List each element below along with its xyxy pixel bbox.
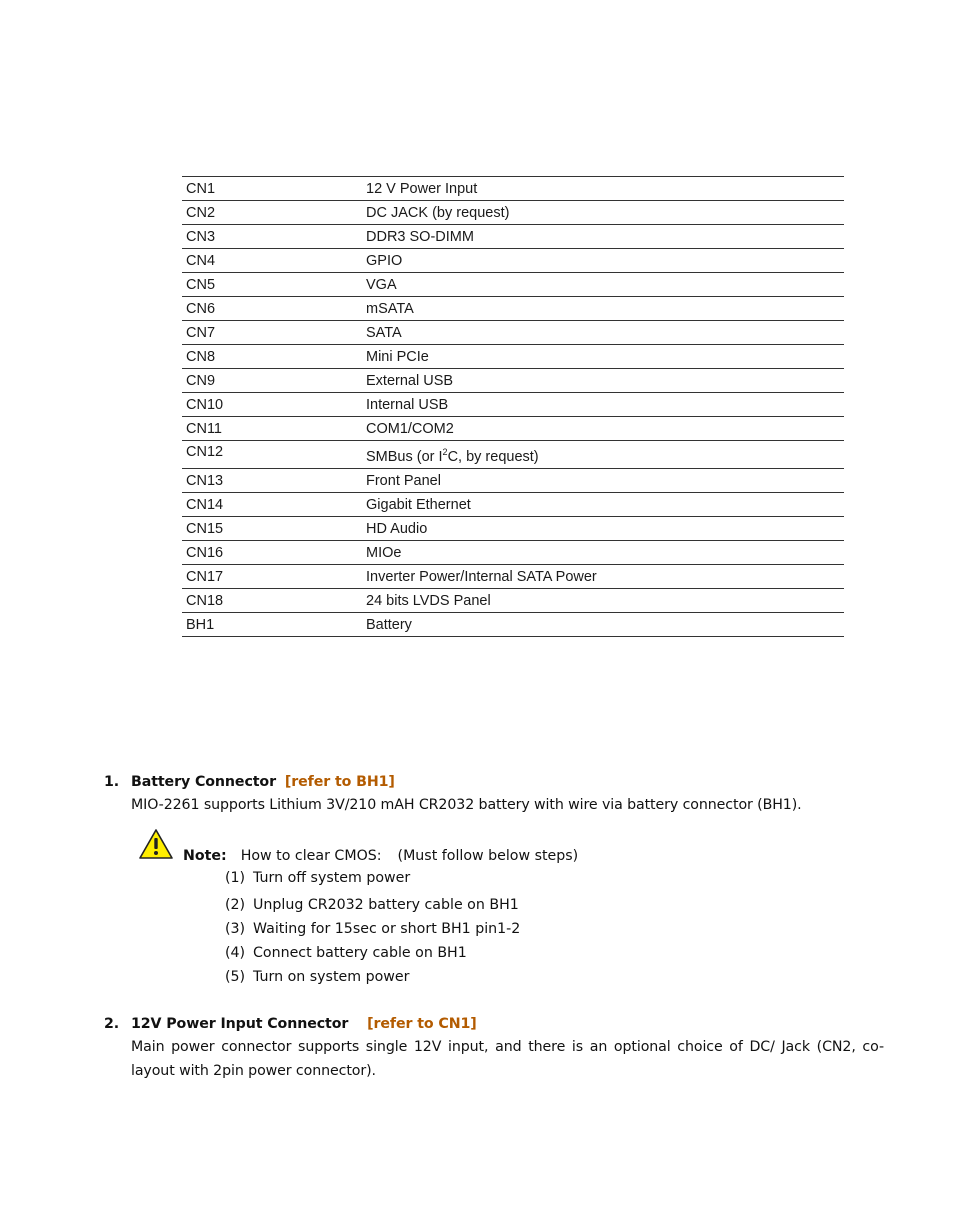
connector-description: Internal USB <box>362 393 844 417</box>
connector-description: MIOe <box>362 541 844 565</box>
connector-description: External USB <box>362 369 844 393</box>
connector-description-text: SMBus (or I <box>366 449 443 465</box>
connector-name: CN4 <box>182 249 362 273</box>
connector-name: CN16 <box>182 541 362 565</box>
section-heading <box>104 771 884 793</box>
table-row <box>182 493 844 517</box>
section-battery-connector <box>104 771 884 817</box>
section-number: 1. <box>104 774 120 790</box>
step-number: (1) <box>225 870 246 886</box>
connector-description: Inverter Power/Internal SATA Power <box>362 565 844 589</box>
section-title: Battery Connector <box>131 774 276 790</box>
step-text: Turn on system power <box>253 969 410 985</box>
connector-name: CN15 <box>182 517 362 541</box>
connector-name: CN2 <box>182 201 362 225</box>
connector-name: CN6 <box>182 297 362 321</box>
connector-name: CN11 <box>182 417 362 441</box>
connector-description: 12 V Power Input <box>362 177 844 201</box>
table-row <box>182 249 844 273</box>
section-number: 2. <box>104 1016 120 1032</box>
connector-description <box>362 441 844 469</box>
table-row <box>182 321 844 345</box>
table-row <box>182 417 844 441</box>
connector-name: CN5 <box>182 273 362 297</box>
step-number: (2) <box>225 897 246 913</box>
section-body: Main power connector supports single 12V input, and there is an optional choice of DC/ Jack (CN2, co-layout with 2pin power connector). <box>131 1039 884 1079</box>
connector-description: COM1/COM2 <box>362 417 844 441</box>
section-reference: [refer to CN1] <box>367 1016 477 1032</box>
connector-name: CN14 <box>182 493 362 517</box>
connector-description: Gigabit Ethernet <box>362 493 844 517</box>
note-text: How to clear CMOS: <box>240 848 382 864</box>
connector-description: GPIO <box>362 249 844 273</box>
note-line <box>183 846 578 866</box>
connector-name: CN10 <box>182 393 362 417</box>
section-reference: [refer to BH1] <box>284 774 395 790</box>
connector-description: Battery <box>362 613 844 637</box>
connector-name: CN1 <box>182 177 362 201</box>
list-item <box>225 917 520 941</box>
list-item <box>225 866 520 890</box>
superscript: 2 <box>442 447 448 458</box>
table-row <box>182 177 844 201</box>
table-row <box>182 541 844 565</box>
table-row <box>182 589 844 613</box>
connector-name: CN18 <box>182 589 362 613</box>
table-row <box>182 441 844 469</box>
section-body: MIO-2261 supports Lithium 3V/210 mAH CR2032 battery with wire via battery connector (BH1). <box>131 797 802 813</box>
connector-description: DDR3 SO-DIMM <box>362 225 844 249</box>
connector-name: CN12 <box>182 441 362 469</box>
step-number: (4) <box>225 945 246 961</box>
connector-description: Front Panel <box>362 469 844 493</box>
section-power-input-connector <box>104 1013 884 1083</box>
connector-name: CN3 <box>182 225 362 249</box>
warning-icon <box>138 828 174 860</box>
table-row <box>182 273 844 297</box>
connector-description: DC JACK (by request) <box>362 201 844 225</box>
table-row <box>182 469 844 493</box>
table-row <box>182 517 844 541</box>
step-text: Connect battery cable on BH1 <box>253 945 467 961</box>
connector-name: CN13 <box>182 469 362 493</box>
connector-name: CN9 <box>182 369 362 393</box>
connector-description: mSATA <box>362 297 844 321</box>
cmos-steps-list <box>225 866 520 989</box>
table-row <box>182 565 844 589</box>
step-number: (3) <box>225 921 246 937</box>
connector-description: Mini PCIe <box>362 345 844 369</box>
connector-name: CN7 <box>182 321 362 345</box>
table-row <box>182 225 844 249</box>
section-title: 12V Power Input Connector <box>131 1016 349 1032</box>
step-text: Waiting for 15sec or short BH1 pin1-2 <box>253 921 521 937</box>
connector-description: SATA <box>362 321 844 345</box>
step-number: (5) <box>225 969 246 985</box>
connector-name: BH1 <box>182 613 362 637</box>
table-row <box>182 613 844 637</box>
table-row <box>182 393 844 417</box>
list-item <box>225 965 520 989</box>
connector-description: HD Audio <box>362 517 844 541</box>
section-heading <box>104 1013 884 1035</box>
connector-description-text: C, by request) <box>447 449 539 465</box>
connector-name: CN8 <box>182 345 362 369</box>
list-item <box>225 890 520 917</box>
connector-table <box>182 176 844 637</box>
table-row <box>182 345 844 369</box>
connector-description: VGA <box>362 273 844 297</box>
note-qualifier: (Must follow below steps) <box>397 848 579 864</box>
list-item <box>225 941 520 965</box>
step-text: Unplug CR2032 battery cable on BH1 <box>253 897 519 913</box>
connector-name: CN17 <box>182 565 362 589</box>
table-row <box>182 201 844 225</box>
step-text: Turn off system power <box>253 870 411 886</box>
table-row <box>182 369 844 393</box>
connector-description: 24 bits LVDS Panel <box>362 589 844 613</box>
note-label: Note: <box>183 848 227 864</box>
table-row <box>182 297 844 321</box>
